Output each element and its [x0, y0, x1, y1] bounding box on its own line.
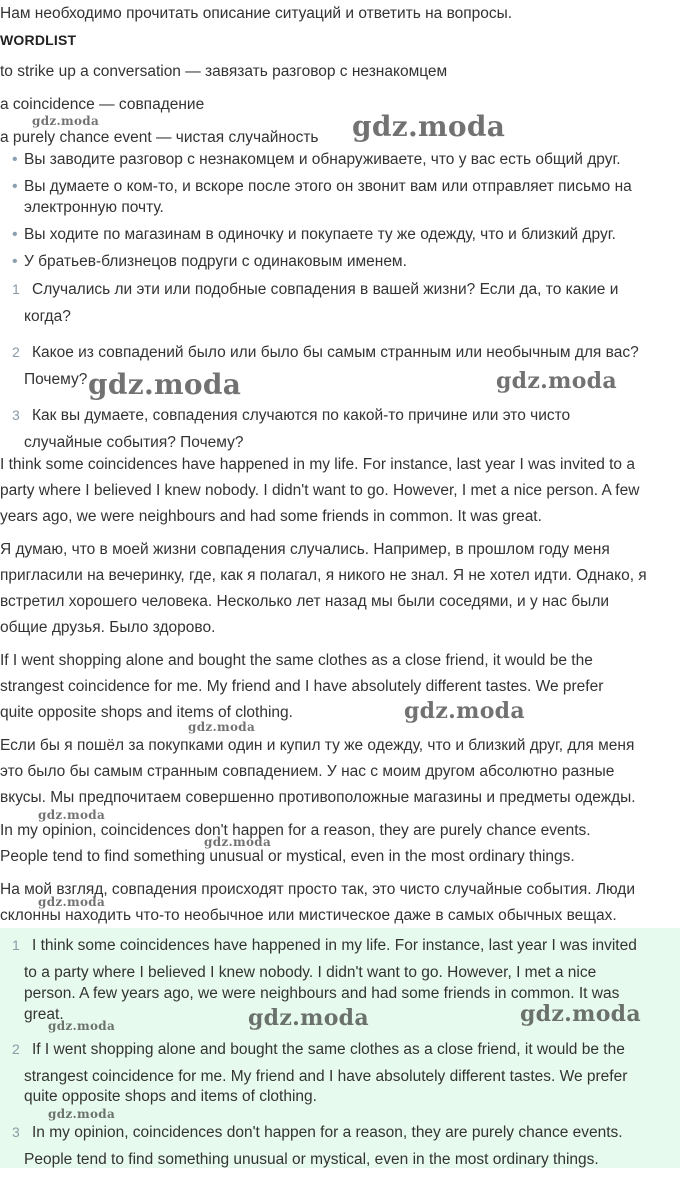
- bullet-item: • Вы заводите разговор с незнакомцем и обнаруживаете, что у вас есть общий друг.: [12, 147, 680, 173]
- translation-text: Если бы я пошёл за покупками один и купил ту же одежду, что и близкий друг, для меня: [0, 737, 635, 754]
- translation-text: склонны находить что-то необычное или мистическое даже в самых обычных вещах.: [0, 907, 617, 924]
- translation-text: встретил хорошего человека. Несколько лет назад мы были соседями, и у нас были: [0, 593, 610, 610]
- answer-2-line: quite opposite shops and items of clothing.: [24, 1088, 317, 1105]
- question-2-continuation: Почему?: [24, 371, 88, 388]
- bullet-icon: •: [12, 151, 18, 168]
- answer-2: 2 If I went shopping alone and bought the same clothes as a close friend, it would be the: [12, 1041, 625, 1058]
- watermark-logo: gdz.moda: [48, 1107, 116, 1121]
- watermark-logo: gdz.moda: [352, 110, 506, 143]
- watermark-logo: gdz.moda: [496, 368, 617, 394]
- wordlist-heading: WORDLIST: [0, 32, 77, 48]
- answer-3-line: People tend to find something unusual or mystical, even in the most ordinary things.: [24, 1151, 599, 1168]
- answer-text: People tend to find something unusual or mystical, even in the most ordinary things.: [0, 848, 575, 865]
- translation-text: пригласили на вечеринку, где, как я полагал, я никого не знал. Я не хотел идти. Однако, я: [0, 567, 647, 584]
- answer-text: strangest coincidence for me. My friend and I have absolutely different tastes. We prefer: [0, 678, 604, 695]
- wordlist-item: a coincidence — совпадение: [0, 96, 205, 113]
- translation-text: вкусы. Мы предпочитаем совершенно противоположные магазины и предметы одежды.: [0, 789, 636, 806]
- answer-text: party where I believed I knew nobody. I didn't want to go. However, I met a nice person. A few: [0, 482, 640, 499]
- question-3: 3 Как вы думаете, совпадения случаются по какой-то причине или это чисто: [12, 407, 571, 424]
- answer-text: quite opposite shops and items of clothing.: [0, 704, 293, 721]
- watermark-logo: gdz.moda: [248, 1005, 369, 1031]
- translation-text: На мой взгляд, совпадения происходят просто так, это чисто случайные события. Люди: [0, 881, 635, 898]
- bullet-continuation: электронную почту.: [24, 199, 164, 216]
- answer-text: years ago, we were neighbours and had some friends in common. It was great.: [0, 508, 542, 525]
- watermark-logo: gdz.moda: [404, 698, 525, 724]
- answer-text: I think some coincidences have happened in my life. For instance, last year I was invited to a: [0, 456, 635, 473]
- bullet-icon: •: [12, 253, 18, 270]
- bullet-item: • У братьев-близнецов подруги с одинаковым именем.: [12, 249, 680, 275]
- question-1: 1 Случались ли эти или подобные совпадения в вашей жизни? Если да, то какие и: [12, 281, 619, 298]
- question-3-continuation: случайные события? Почему?: [24, 434, 244, 451]
- bullet-item: • Вы думаете о ком-то, и вскоре после этого он звонит вам или отправляет письмо на: [12, 174, 680, 200]
- bullet-item: • Вы ходите по магазинам в одиночку и покупаете ту же одежду, что и близкий друг.: [12, 222, 680, 248]
- translation-text: это было бы самым странным совпадением. У нас с моим другом абсолютно разные: [0, 763, 615, 780]
- watermark-logo: gdz.moda: [38, 895, 106, 909]
- watermark-logo: gdz.moda: [48, 1019, 116, 1033]
- watermark-logo: gdz.moda: [204, 835, 272, 849]
- translation-text: Я думаю, что в моей жизни совпадения случались. Например, в прошлом году меня: [0, 541, 610, 558]
- bullet-icon: •: [12, 178, 18, 195]
- answer-1-line: great.: [24, 1006, 64, 1023]
- answer-1: 1 I think some coincidences have happened in my life. For instance, last year I was invited: [12, 937, 637, 954]
- translation-text: общие друзья. Было здорово.: [0, 619, 216, 636]
- answer-text: If I went shopping alone and bought the same clothes as a close friend, it would be the: [0, 652, 593, 669]
- bullet-icon: •: [12, 226, 18, 243]
- watermark-logo: gdz.moda: [188, 720, 256, 734]
- watermark-logo: gdz.moda: [520, 1001, 641, 1027]
- answer-3: 3 In my opinion, coincidences don't happen for a reason, they are purely chance events.: [12, 1124, 623, 1141]
- answer-1-line: to a party where I believed I knew nobody. I didn't want to go. However, I met a nice: [24, 964, 597, 981]
- question-2: 2 Какое из совпадений было или было бы самым странным или необычным для вас?: [12, 344, 639, 361]
- answer-2-line: strangest coincidence for me. My friend and I have absolutely different tastes. We prefer: [24, 1068, 628, 1085]
- question-1-continuation: когда?: [24, 308, 71, 325]
- watermark-logo: gdz.moda: [38, 808, 106, 822]
- watermark-logo: gdz.moda: [88, 368, 242, 401]
- intro-text: Нам необходимо прочитать описание ситуаций и ответить на вопросы.: [0, 5, 513, 22]
- wordlist-item: a purely chance event — чистая случайность: [0, 129, 319, 146]
- answer-text: In my opinion, coincidences don't happen for a reason, they are purely chance events.: [0, 822, 591, 839]
- wordlist-item: to strike up a conversation — завязать разговор с незнакомцем: [0, 63, 448, 80]
- answer-1-line: person. A few years ago, we were neighbours and had some friends in common. It was: [24, 985, 620, 1002]
- watermark-logo: gdz.moda: [32, 114, 100, 128]
